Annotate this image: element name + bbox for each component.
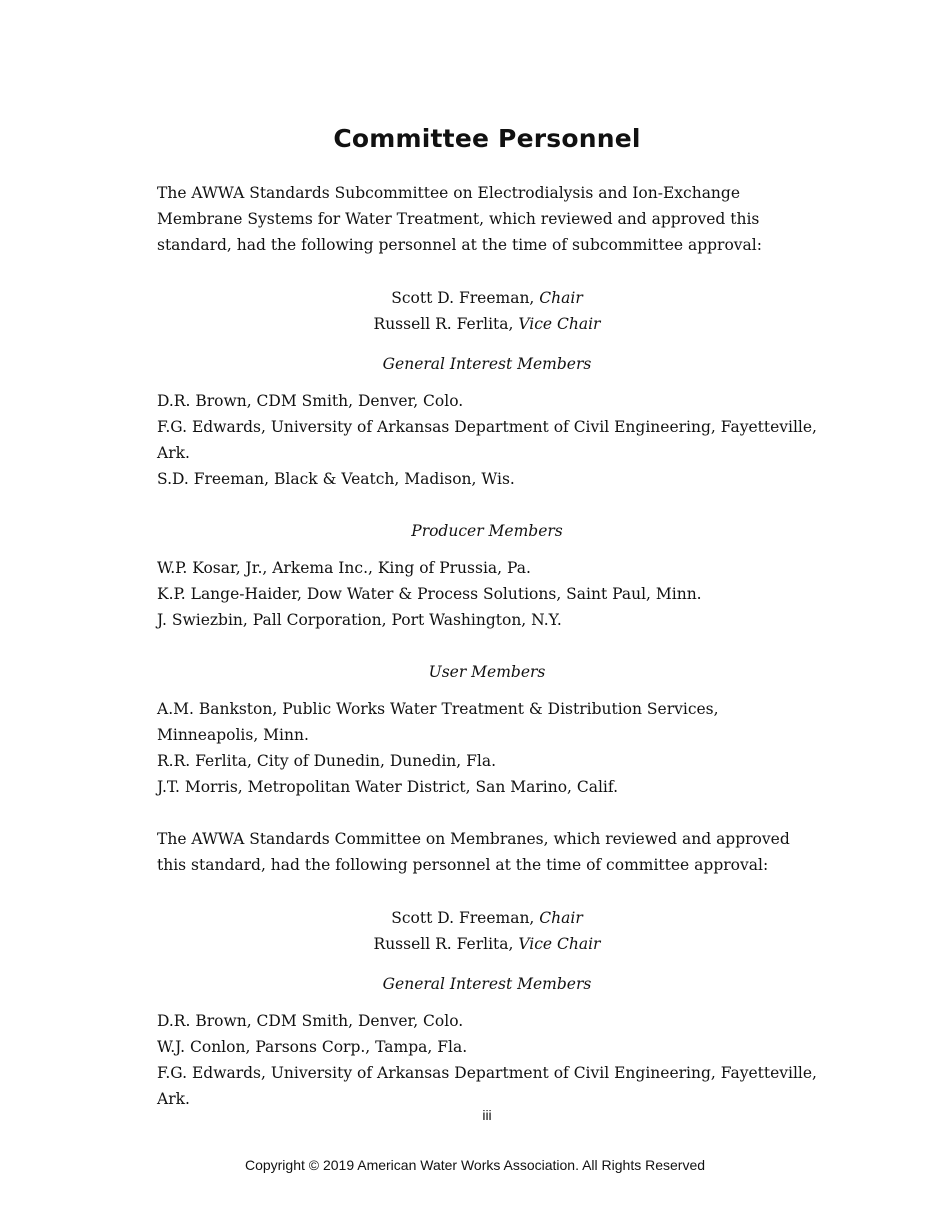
vice-chair-role: Vice Chair (518, 935, 601, 953)
member-entry: D.R. Brown, CDM Smith, Denver, Colo. (157, 1012, 464, 1030)
member-list-producer (157, 555, 817, 633)
member-list-general-interest (157, 388, 817, 492)
chair-name: Scott D. Freeman, (391, 289, 540, 307)
member-entry: K.P. Lange-Haider, Dow Water & Process Solutions, Saint Paul, Minn. (157, 585, 702, 603)
vice-chair-role: Vice Chair (518, 315, 601, 333)
member-entry: F.G. Edwards, University of Arkansas Department of Civil Engineering, Fayetteville, Ark. (157, 418, 817, 462)
group-heading-general-interest: General Interest Members (382, 975, 592, 993)
member-entry: W.J. Conlon, Parsons Corp., Tampa, Fla. (157, 1038, 468, 1056)
vice-chair-name: Russell R. Ferlita, (373, 935, 519, 953)
member-list-general-interest (157, 1008, 817, 1112)
member-entry: J.T. Morris, Metropolitan Water District, San Marino, Calif. (157, 778, 619, 796)
subcommittee-intro: The AWWA Standards Subcommittee on Electrodialysis and Ion-Exchange Membrane Systems for Water Treatment, which reviewed and approved this standard, had the following personnel at the time of subcommittee approval: (157, 184, 762, 254)
member-entry: W.P. Kosar, Jr., Arkema Inc., King of Prussia, Pa. (157, 559, 531, 577)
chair-role: Chair (539, 909, 583, 927)
document-body (157, 180, 817, 1138)
vice-chair-name: Russell R. Ferlita, (373, 315, 519, 333)
member-entry: A.M. Bankston, Public Works Water Treatment & Distribution Services, Minneapolis, Minn. (157, 700, 719, 744)
member-entry: J. Swiezbin, Pall Corporation, Port Washington, N.Y. (157, 611, 562, 629)
group-heading-general-interest: General Interest Members (382, 355, 592, 373)
group-heading-producer: Producer Members (411, 522, 563, 540)
member-list-user (157, 696, 817, 800)
chair-line (157, 285, 817, 311)
member-entry: R.R. Ferlita, City of Dunedin, Dunedin, Fla. (157, 752, 497, 770)
member-entry: D.R. Brown, CDM Smith, Denver, Colo. (157, 392, 464, 410)
member-entry: S.D. Freeman, Black & Veatch, Madison, Wis. (157, 470, 515, 488)
member-entry: F.G. Edwards, University of Arkansas Department of Civil Engineering, Fayetteville, Ark. (157, 1064, 817, 1108)
committee-intro: The AWWA Standards Committee on Membranes, which reviewed and approved this standard, had the following personnel at the time of committee approval: (157, 830, 790, 874)
chair-role: Chair (539, 289, 583, 307)
group-heading-user: User Members (428, 663, 546, 681)
vice-chair-line (157, 931, 817, 957)
vice-chair-line (157, 311, 817, 337)
chair-name: Scott D. Freeman, (391, 909, 540, 927)
copyright-footer: Copyright © 2019 American Water Works Association. All Rights Reserved (244, 1157, 706, 1173)
page-number: iii (482, 1107, 492, 1123)
page-title: Committee Personnel (333, 124, 641, 153)
chair-line (157, 905, 817, 931)
